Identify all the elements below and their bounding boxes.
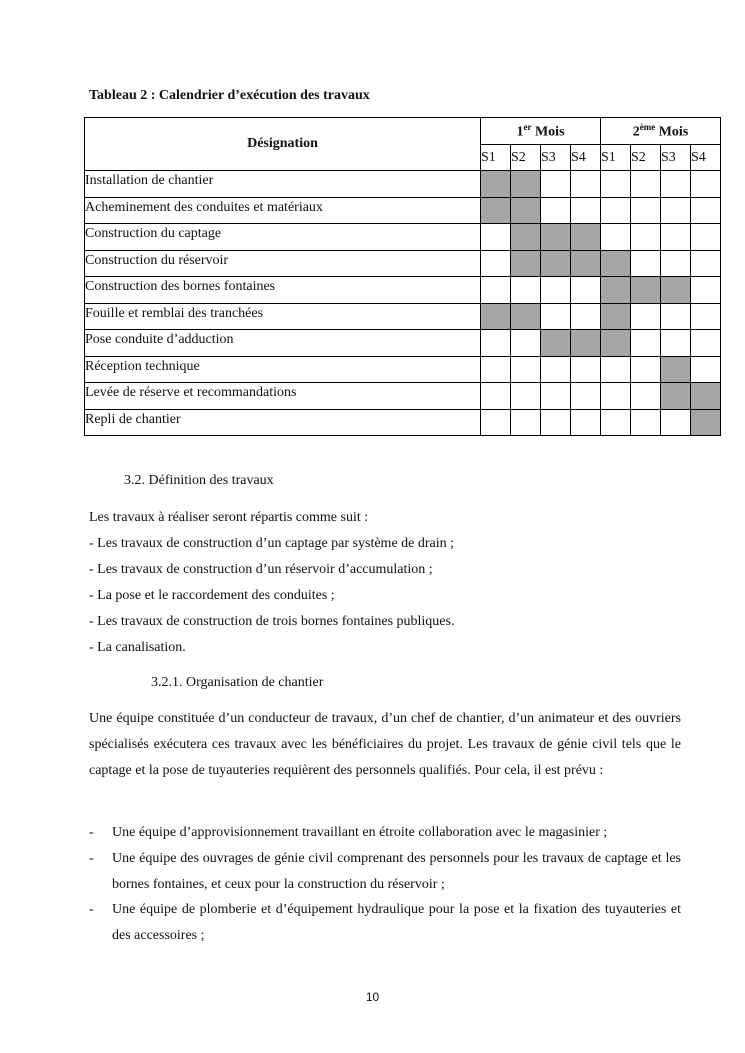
week-header: S1	[601, 145, 631, 171]
week-cell-empty	[481, 356, 511, 383]
work-list-item: - La canalisation.	[89, 640, 186, 655]
week-cell-empty	[571, 277, 601, 304]
week-cell-empty	[661, 197, 691, 224]
week-cell-empty	[481, 250, 511, 277]
week-cell-active	[541, 250, 571, 277]
week-cell-active	[661, 356, 691, 383]
task-label: Pose conduite d’adduction	[85, 330, 481, 357]
week-cell-active	[511, 171, 541, 198]
month-1-header: 1er Mois	[481, 118, 601, 145]
schedule-row	[85, 224, 721, 251]
week-cell-empty	[631, 303, 661, 330]
week-cell-active	[571, 330, 601, 357]
task-label: Fouille et remblai des tranchées	[85, 303, 481, 330]
month-2-header: 2ème Mois	[601, 118, 721, 145]
week-cell-empty	[481, 277, 511, 304]
section-intro: Les travaux à réaliser seront répartis comme suit :	[89, 510, 369, 525]
week-cell-empty	[571, 303, 601, 330]
task-label: Construction du réservoir	[85, 250, 481, 277]
week-cell-empty	[481, 330, 511, 357]
work-list-item: - Les travaux de construction d’un captage par système de drain ;	[89, 536, 455, 551]
week-cell-empty	[541, 383, 571, 410]
schedule-row	[85, 330, 721, 357]
table-caption: Tableau 2 : Calendrier d’exécution des travaux	[89, 88, 370, 103]
week-cell-empty	[601, 383, 631, 410]
designation-header: Désignation	[85, 118, 481, 171]
week-cell-active	[511, 224, 541, 251]
week-cell-empty	[571, 197, 601, 224]
week-cell-empty	[601, 171, 631, 198]
schedule-row	[85, 303, 721, 330]
week-header: S4	[691, 145, 721, 171]
week-cell-active	[661, 383, 691, 410]
week-header: S3	[541, 145, 571, 171]
organisation-paragraph: Une équipe constituée d’un conducteur de travaux, d’un chef de chantier, d’un animateur et des ouvriers spécialisés exécutera ces travaux avec les bénéficiaires du projet. Les travaux de génie civil tels que le captage et la pose de tuyauteries requièrent des personnels qualifiés. Pour cela, il est prévu :	[89, 711, 681, 778]
week-cell-active	[481, 197, 511, 224]
week-cell-empty	[511, 277, 541, 304]
week-cell-empty	[541, 197, 571, 224]
week-cell-active	[571, 224, 601, 251]
task-label: Construction du captage	[85, 224, 481, 251]
week-cell-empty	[691, 303, 721, 330]
week-cell-active	[481, 171, 511, 198]
week-cell-active	[661, 277, 691, 304]
task-label: Construction des bornes fontaines	[85, 277, 481, 304]
week-cell-empty	[631, 383, 661, 410]
week-cell-empty	[481, 224, 511, 251]
schedule-row	[85, 250, 721, 277]
week-cell-empty	[631, 171, 661, 198]
week-cell-empty	[691, 250, 721, 277]
week-cell-empty	[511, 409, 541, 436]
team-list-item: - Une équipe des ouvrages de génie civil comprenant des personnels pour les travaux de captage et les bornes fontaines, et ceux pour la construction du réservoir ;	[89, 846, 681, 898]
team-list-item: - Une équipe d’approvisionnement travaillant en étroite collaboration avec le magasinier ;	[89, 820, 681, 846]
schedule-row	[85, 277, 721, 304]
week-cell-active	[631, 277, 661, 304]
week-cell-empty	[481, 409, 511, 436]
week-cell-active	[541, 330, 571, 357]
week-cell-active	[601, 303, 631, 330]
dash-bullet: -	[89, 902, 94, 917]
week-cell-active	[541, 224, 571, 251]
week-cell-empty	[601, 409, 631, 436]
week-cell-empty	[631, 409, 661, 436]
week-cell-empty	[541, 171, 571, 198]
week-cell-active	[691, 383, 721, 410]
schedule-row	[85, 197, 721, 224]
week-cell-empty	[631, 356, 661, 383]
week-cell-empty	[691, 277, 721, 304]
section-heading-3-2: 3.2. Définition des travaux	[124, 473, 274, 488]
week-cell-active	[601, 250, 631, 277]
week-cell-empty	[541, 409, 571, 436]
task-label: Réception technique	[85, 356, 481, 383]
task-label: Installation de chantier	[85, 171, 481, 198]
week-cell-active	[571, 250, 601, 277]
schedule-row	[85, 356, 721, 383]
schedule-row	[85, 409, 721, 436]
week-cell-empty	[691, 356, 721, 383]
week-cell-empty	[691, 197, 721, 224]
week-cell-empty	[511, 356, 541, 383]
page-number: 10	[365, 990, 380, 1004]
week-cell-empty	[541, 303, 571, 330]
week-cell-empty	[631, 330, 661, 357]
week-cell-active	[511, 303, 541, 330]
week-cell-empty	[691, 224, 721, 251]
week-cell-empty	[631, 250, 661, 277]
week-cell-active	[601, 330, 631, 357]
week-cell-empty	[571, 409, 601, 436]
team-list-item: - Une équipe de plomberie et d’équipement hydraulique pour la pose et la fixation des tuyauteries et des accessoires ;	[89, 897, 681, 949]
week-cell-empty	[661, 224, 691, 251]
task-label: Levée de réserve et recommandations	[85, 383, 481, 410]
week-cell-empty	[691, 330, 721, 357]
week-cell-active	[691, 409, 721, 436]
week-cell-empty	[631, 224, 661, 251]
work-list-item: - La pose et le raccordement des conduites ;	[89, 588, 335, 603]
week-header: S4	[571, 145, 601, 171]
week-cell-empty	[511, 330, 541, 357]
week-cell-active	[511, 250, 541, 277]
week-cell-empty	[661, 250, 691, 277]
week-cell-empty	[571, 383, 601, 410]
week-cell-empty	[541, 356, 571, 383]
week-cell-empty	[541, 277, 571, 304]
week-header: S1	[481, 145, 511, 171]
dash-bullet: -	[89, 851, 94, 866]
week-cell-empty	[601, 356, 631, 383]
week-cell-empty	[631, 197, 661, 224]
week-cell-empty	[661, 330, 691, 357]
week-cell-empty	[481, 383, 511, 410]
week-cell-empty	[661, 303, 691, 330]
week-cell-empty	[691, 171, 721, 198]
task-label: Repli de chantier	[85, 409, 481, 436]
week-cell-empty	[661, 171, 691, 198]
week-cell-active	[511, 197, 541, 224]
week-cell-empty	[571, 356, 601, 383]
week-header: S2	[511, 145, 541, 171]
week-header: S3	[661, 145, 691, 171]
work-list-item: - Les travaux de construction d’un réservoir d’accumulation ;	[89, 562, 433, 577]
week-header: S2	[631, 145, 661, 171]
work-list-item: - Les travaux de construction de trois bornes fontaines publiques.	[89, 614, 455, 629]
week-cell-active	[601, 277, 631, 304]
dash-bullet: -	[89, 825, 94, 840]
week-cell-active	[481, 303, 511, 330]
week-cell-empty	[511, 383, 541, 410]
schedule-table	[84, 117, 721, 436]
week-cell-empty	[601, 197, 631, 224]
section-heading-3-2-1: 3.2.1. Organisation de chantier	[151, 675, 324, 690]
task-label: Acheminement des conduites et matériaux	[85, 197, 481, 224]
schedule-body	[85, 171, 721, 436]
week-cell-empty	[661, 409, 691, 436]
week-cell-empty	[571, 171, 601, 198]
schedule-row	[85, 383, 721, 410]
week-cell-empty	[601, 224, 631, 251]
schedule-row	[85, 171, 721, 198]
